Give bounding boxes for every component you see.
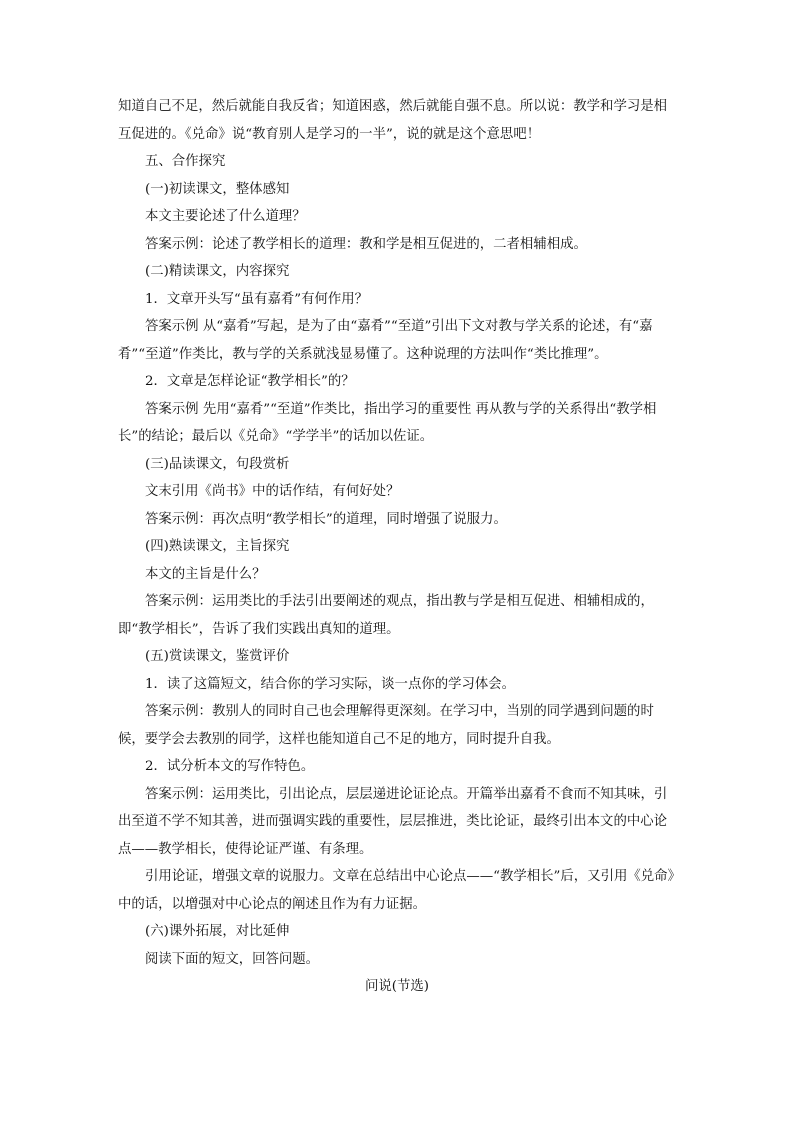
answer-writing-features: 答案示例：运用类比，引出论点，层层递进论证论点。开篇举出嘉肴不食而不知其味，引出至道不学不知其善，进而强调实践的重要性，层层推进，类比论证，最终引出本文的中心论点——教学相长，使得论证严谨、有条理。 (118, 786, 668, 857)
subsection-heading-evaluation: (五)赏读课文，鉴赏评价 (145, 649, 290, 664)
answer-quote-benefit: 答案示例：再次点明“教学相长”的道理，同时增强了说服力。 (145, 511, 507, 527)
passage-title: 问说(节选) (364, 979, 429, 994)
question-writing-features: 2．试分析本文的写作特色。 (145, 759, 315, 774)
question-opening-effect: 1．文章开头写“虽有嘉肴”有何作用？ (145, 291, 369, 307)
instruction-read-passage: 阅读下面的短文，回答问题。 (145, 951, 320, 967)
answer-theme: 答案示例：运用类比的手法引出要阐述的观点，指出教与学是相互促进、相辅相成的，即“教学相长”，告诉了我们实践出真知的道理。 (118, 594, 654, 637)
answer-argument-method: 答案示例 先用“嘉肴”“至道”作类比，指出学习的重要性 再从教与学的关系得出“教学相长”的结论；最后以《兑命》“学学半”的话加以佐证。 (118, 401, 657, 444)
question-main-idea: 本文主要论述了什么道理？ (145, 209, 306, 224)
question-argument-method: 2．文章是怎样论证“教学相长”的？ (145, 374, 355, 389)
question-theme: 本文的主旨是什么？ (145, 566, 266, 582)
subsection-heading-appreciation: (三)品读课文，句段赏析 (145, 456, 290, 472)
answer-main-idea: 答案示例：论述了教学相长的道理：教和学是相互促进的，二者相辅相成。 (145, 236, 587, 252)
answer-learning-experience: 答案示例：教别人的同时自己也会理解得更深刻。在学习中，当别的同学遇到问题的时候，要学会去教别的同学，这样也能知道自己不足的地方，同时提升自我。 (118, 704, 654, 747)
answer-writing-features-continued: 引用论证，增强文章的说服力。文章在总结出中心论点——“教学相长”后，又引用《兑命》中的话，以增强对中心论点的阐述且作为有力证据。 (118, 869, 675, 912)
subsection-heading-close-reading: (二)精读课文，内容探究 (145, 264, 290, 279)
document-body (118, 93, 676, 1001)
section-heading-cooperative-inquiry: 五、合作探究 (145, 154, 226, 169)
question-learning-experience: 1．读了这篇短文，结合你的学习实际，谈一点你的学习体会。 (145, 676, 516, 692)
paragraph-intro-continuation: 知道自己不足，然后就能自我反省；知道困惑，然后就能自强不息。所以说：教学和学习是相互促进的。《兑命》说“教育别人是学习的一半”，说的就是这个意思吧！ (118, 99, 668, 142)
answer-opening-effect: 答案示例 从“嘉肴”写起，是为了由“嘉肴”“至道”引出下文对教与学关系的论述，有“嘉肴”“至道”作类比，教与学的关系就浅显易懂了。这种说理的方法叫作“类比推理”。 (118, 319, 653, 362)
subsection-heading-first-reading: (一)初读课文，整体感知 (145, 181, 290, 197)
subsection-heading-theme: (四)熟读课文，主旨探究 (145, 539, 290, 554)
question-quote-benefit: 文末引用《尚书》中的话作结，有何好处？ (145, 484, 400, 499)
subsection-heading-extension: (六)课外拓展，对比延伸 (145, 924, 290, 939)
